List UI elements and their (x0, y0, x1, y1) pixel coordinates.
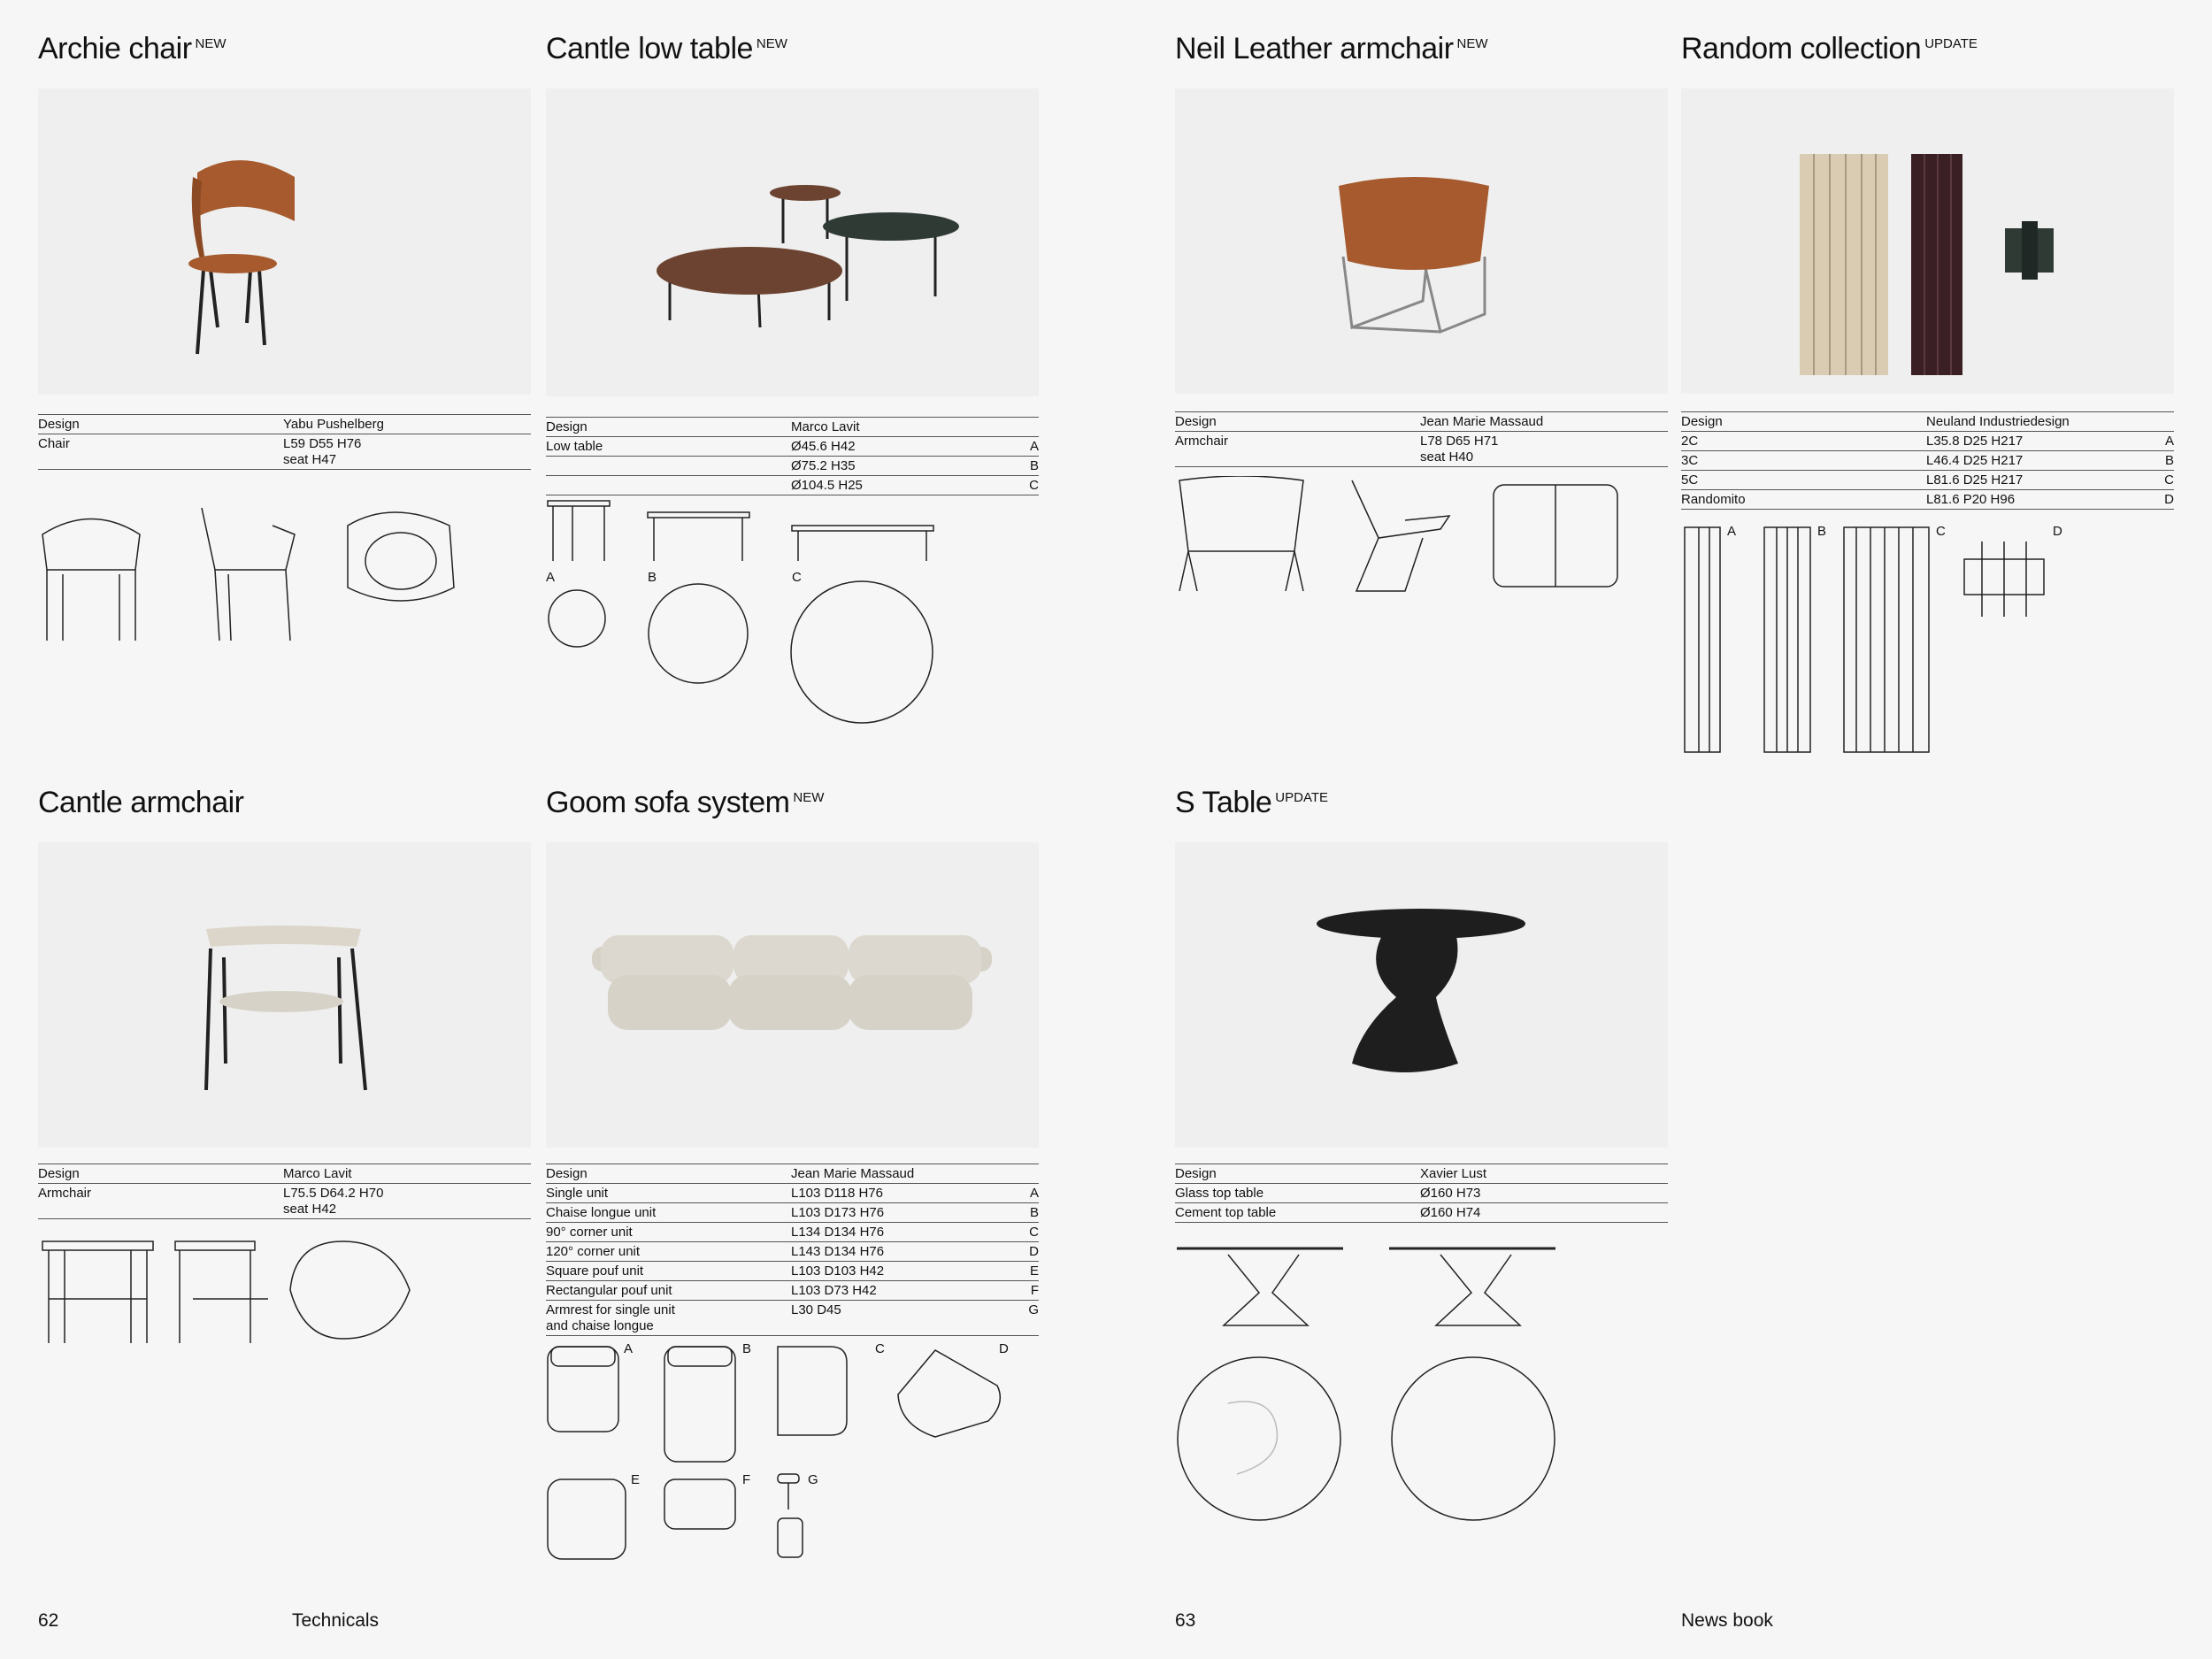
spec-design-row: Design Xavier Lust (1175, 1164, 1668, 1184)
spec-row: Cement top table Ø160 H74 (1175, 1203, 1668, 1223)
technical-drawings (546, 499, 1039, 764)
product-title: Goom sofa system $^{NEW}$ (546, 786, 825, 819)
spec-table (546, 1164, 1039, 1336)
spec-design-row: Design Jean Marie Massaud (546, 1164, 1039, 1184)
product-title: Neil Leather armchair $^{NEW}$ (1175, 32, 1488, 65)
product-photo (1681, 88, 2174, 394)
page-number-right: 63 (1175, 1610, 1196, 1631)
spec-row: Armrest for single unit and chaise longue L30 D45 G (546, 1301, 1039, 1336)
new-badge: NEW (1456, 35, 1488, 51)
product-photo (546, 842, 1039, 1148)
spec-design-row: Design Jean Marie Massaud (1175, 411, 1668, 432)
product-photo (546, 88, 1039, 396)
spec-row: Glass top table Ø160 H73 (1175, 1184, 1668, 1203)
spec-row: Low table Ø45.6 H42 A (546, 437, 1039, 457)
spec-row: 2C L35.8 D25 H217 A (1681, 432, 2174, 451)
spec-row: Rectangular pouf unit L103 D73 H42 F (546, 1281, 1039, 1301)
drawing-label-d: D (2053, 524, 2062, 539)
product-title: S Table $^{UPDATE}$ (1175, 786, 1329, 819)
technical-drawings (1175, 1244, 1600, 1563)
drawing-label-a: A (624, 1341, 634, 1356)
spec-row: Randomito L81.6 P20 H96 D (1681, 490, 2174, 510)
product-photo (1175, 842, 1668, 1148)
spec-row: 5C L81.6 D25 H217 C (1681, 471, 2174, 490)
spec-row: Square pouf unit L103 D103 H42 E (546, 1262, 1039, 1281)
drawing-label-e: E (631, 1472, 641, 1487)
spec-row: Ø104.5 H25 C (546, 476, 1039, 495)
update-badge: UPDATE (1924, 35, 1978, 51)
spec-row: Chair L59 D55 H76 seat H47 (38, 434, 531, 470)
spec-row: Single unit L103 D118 H76 A (546, 1184, 1039, 1203)
technical-drawings (1175, 476, 1653, 600)
spec-design-row: Design Marco Lavit (38, 1164, 531, 1184)
new-badge: NEW (756, 35, 787, 51)
spec-row: 120° corner unit L143 D134 H76 D (546, 1242, 1039, 1262)
spec-table (38, 1164, 531, 1219)
drawing-label-c: C (1936, 524, 1946, 539)
product-title: Cantle armchair (38, 786, 244, 819)
section-title-right: News book (1681, 1610, 1773, 1631)
spec-row: Chaise longue unit L103 D173 H76 B (546, 1203, 1039, 1223)
spec-table (1175, 1164, 1668, 1223)
product-photo (38, 842, 531, 1148)
spec-row: 90° corner unit L134 D134 H76 C (546, 1223, 1039, 1242)
drawing-label-a: A (1727, 524, 1737, 539)
spec-design-row: Design Marco Lavit (546, 417, 1039, 437)
drawing-label-c: C (792, 570, 802, 585)
drawing-label-d: D (999, 1341, 1009, 1356)
section-title-left: Technicals (292, 1610, 380, 1631)
drawing-label-a: A (546, 570, 556, 585)
page-number-left: 62 (38, 1610, 59, 1631)
spec-row: Armchair L75.5 D64.2 H70 seat H42 (38, 1184, 531, 1219)
drawing-label-b: B (1817, 524, 1827, 539)
drawing-label-b: B (742, 1341, 752, 1356)
technical-drawings (1681, 524, 2174, 756)
spec-design-row: Design Neuland Industriedesign (1681, 411, 2174, 432)
drawing-label-c: C (875, 1341, 885, 1356)
spec-row: 3C L46.4 D25 H217 B (1681, 451, 2174, 471)
update-badge: UPDATE (1275, 789, 1329, 805)
drawing-label-b: B (648, 570, 657, 585)
product-photo (38, 88, 531, 395)
product-title: Random collection $^{UPDATE}$ (1681, 32, 1978, 65)
technical-drawings (546, 1341, 1039, 1563)
new-badge: NEW (793, 789, 825, 805)
drawing-label-g: G (808, 1472, 818, 1487)
spec-table (1175, 411, 1668, 467)
product-title: Archie chair $^{NEW}$ (38, 32, 227, 65)
spec-table (1681, 411, 2174, 510)
drawing-label-f: F (742, 1472, 751, 1487)
spec-table (546, 417, 1039, 495)
spec-table (38, 414, 531, 470)
new-badge: NEW (195, 35, 227, 51)
product-photo (1175, 88, 1668, 394)
spec-row: Ø75.2 H35 B (546, 457, 1039, 476)
spec-row: Armchair L78 D65 H71 seat H40 (1175, 432, 1668, 467)
technical-drawings (38, 1237, 463, 1352)
technical-drawings (38, 499, 498, 641)
product-title: Cantle low table $^{NEW}$ (546, 32, 787, 65)
spec-design-row: Design Yabu Pushelberg (38, 414, 531, 434)
